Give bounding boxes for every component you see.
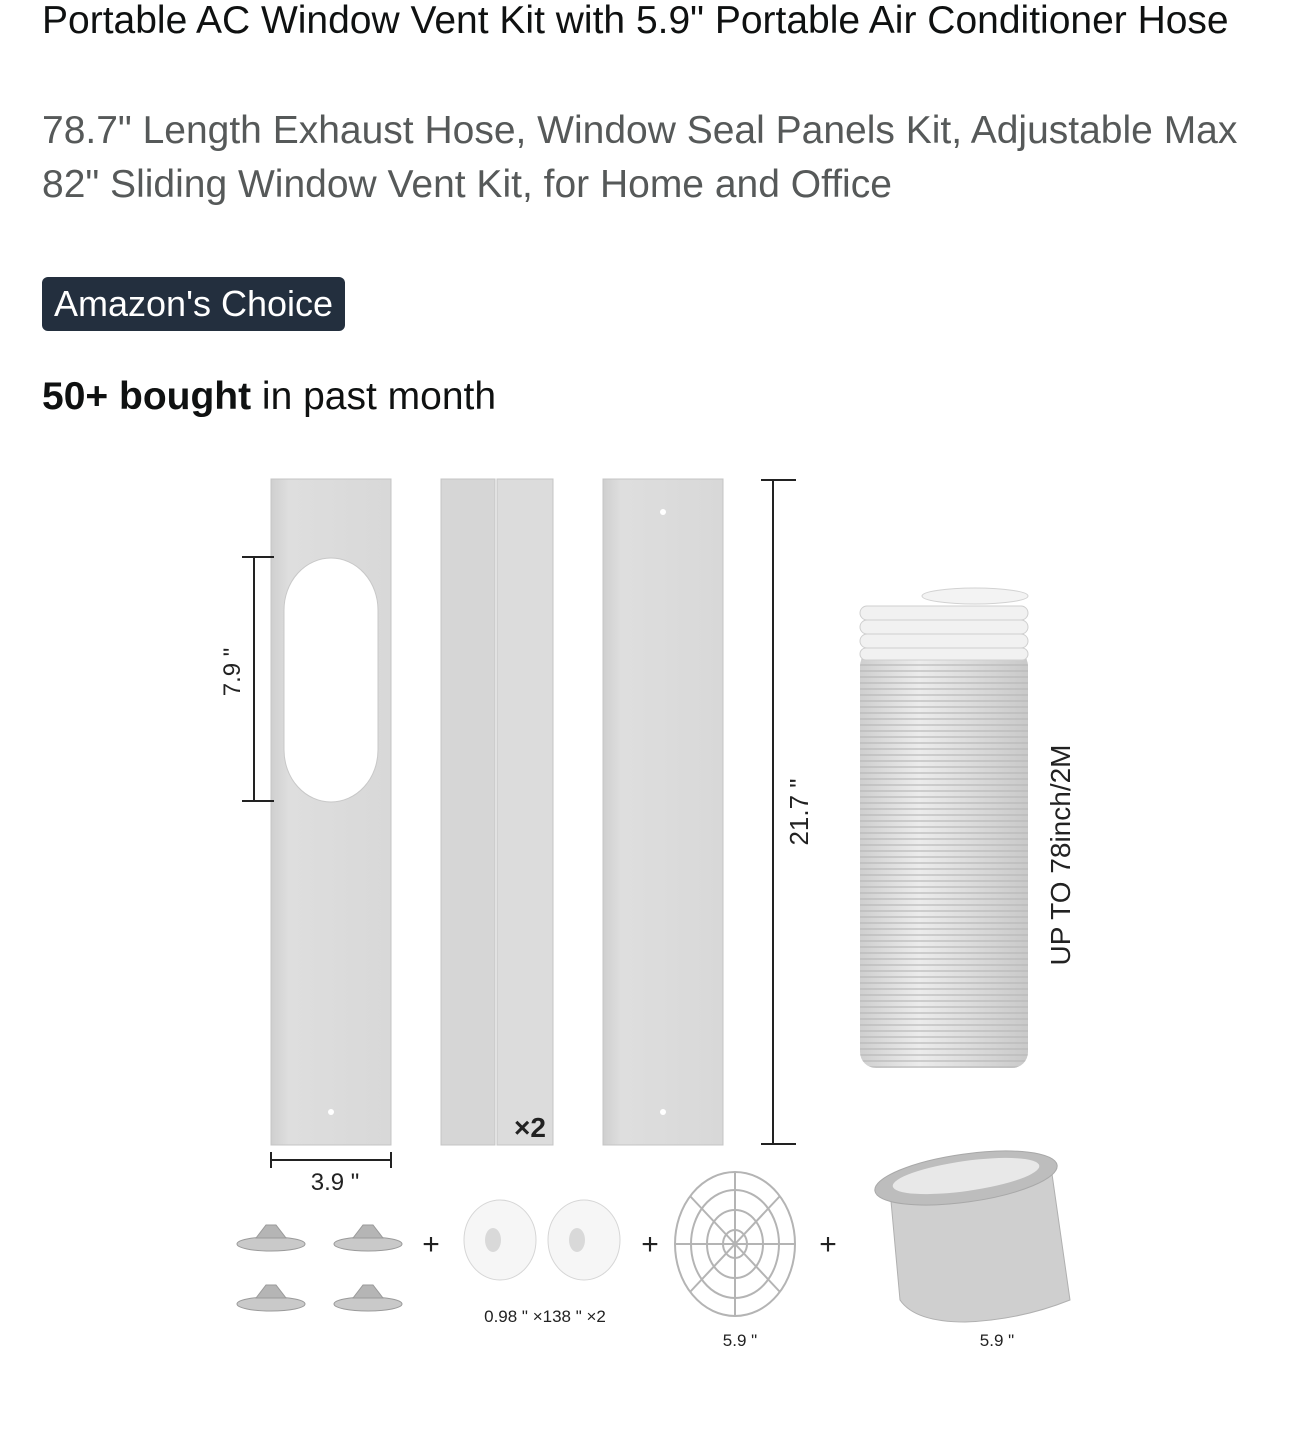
window-adapter bbox=[872, 1141, 1070, 1322]
grille-size-label: 5.9 " bbox=[722, 1331, 758, 1350]
quantity-label: ×2 bbox=[514, 1112, 546, 1143]
wing-screws bbox=[237, 1225, 402, 1311]
hole-height-label: 7.9 " bbox=[219, 647, 246, 697]
foam-tape-label: 0.98 " ×138 " ×2 bbox=[484, 1307, 606, 1326]
purchase-count-value: 50+ bought bbox=[42, 375, 252, 418]
plus-sign-3: + bbox=[819, 1228, 837, 1261]
panel-height-label: 21.7 " bbox=[784, 778, 814, 846]
amazons-choice-badge[interactable]: Amazon's Choice bbox=[42, 277, 345, 331]
adapter-size-label: 5.9 " bbox=[979, 1331, 1015, 1350]
product-title: Portable AC Window Vent Kit with 5.9" Portable Air Conditioner Hose bbox=[42, 0, 1229, 42]
foam-tape-rolls bbox=[464, 1200, 620, 1280]
plus-sign-1: + bbox=[422, 1228, 440, 1261]
purchase-count bbox=[42, 370, 496, 424]
window-panel-with-hole bbox=[271, 479, 391, 1145]
purchase-count-suffix: in past month bbox=[251, 375, 497, 418]
plus-sign-2: + bbox=[641, 1228, 659, 1261]
window-panel-extension bbox=[441, 479, 553, 1145]
exhaust-hose bbox=[860, 588, 1028, 1068]
hose-grille bbox=[675, 1172, 795, 1316]
product-image[interactable] bbox=[0, 440, 1290, 1440]
product-subtitle: 78.7" Length Exhaust Hose, Window Seal Panels Kit, Adjustable Max 82" Sliding Window Vent Kit, for Home and Office bbox=[42, 109, 1238, 206]
window-panel-plain bbox=[603, 479, 723, 1145]
panel-width-label: 3.9 " bbox=[310, 1169, 360, 1196]
hose-length-label: UP TO 78inch/2M bbox=[1045, 744, 1076, 966]
